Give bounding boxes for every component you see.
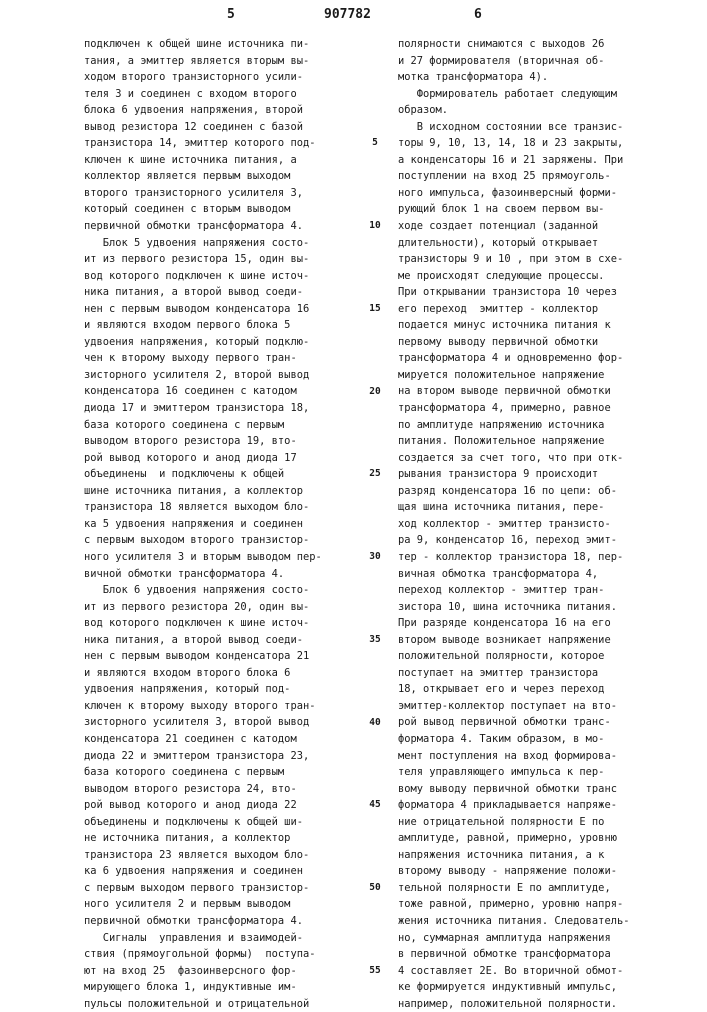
text-line: транзистора 14, эмиттер которого под-	[84, 135, 370, 152]
text-line: шине источника питания, а коллектор	[84, 483, 370, 500]
text-line: поступлении на вход 25 прямоуголь-	[398, 168, 693, 185]
text-line: Формирователь работает следующим	[398, 86, 693, 103]
text-line: ра 9, конденсатор 16, переход эмит-	[398, 532, 693, 549]
text-line: его переход эмиттер - коллектор	[398, 301, 693, 318]
text-line: конденсатора 16 соединен с катодом	[84, 383, 370, 400]
text-line: конденсатора 21 соединен с катодом	[84, 731, 370, 748]
text-line: блока 6 удвоения напряжения, второй	[84, 102, 370, 119]
text-line: втором выводе возникает напряжение	[398, 632, 693, 649]
text-line: удвоения напряжения, который подклю-	[84, 334, 370, 351]
text-line: переход коллектор - эмиттер тран-	[398, 582, 693, 599]
left-page-number: 5	[227, 7, 235, 22]
text-line: форматора 4. Таким образом, в мо-	[398, 731, 693, 748]
text-line: жения источника питания. Следователь-	[398, 913, 693, 930]
text-line: При открывании транзистора 10 через	[398, 284, 693, 301]
text-line: пульсы положительной и отрицательной	[84, 996, 370, 1012]
right-text-column	[398, 36, 693, 1012]
text-line: Блок 5 удвоения напряжения состо-	[84, 235, 370, 252]
text-line: подключен к общей шине источника пи-	[84, 36, 370, 53]
line-number: 25	[363, 468, 387, 479]
text-line: ка 5 удвоения напряжения и соединен	[84, 516, 370, 533]
text-line: база которого соединена с первым	[84, 764, 370, 781]
text-line: тоже равной, примерно, уровню напря-	[398, 896, 693, 913]
text-line: При разряде конденсатора 16 на его	[398, 615, 693, 632]
text-line: щая шина источника питания, пере-	[398, 499, 693, 516]
line-number: 45	[363, 799, 387, 810]
text-line: второго транзисторного усилителя 3,	[84, 185, 370, 202]
text-line: транзистора 23 является выходом бло-	[84, 847, 370, 864]
text-line: коллектор является первым выходом	[84, 168, 370, 185]
text-line: а конденсаторы 16 и 21 заряжены. При	[398, 152, 693, 169]
text-line: объединены и подключены к общей ши-	[84, 814, 370, 831]
text-line: первому выводу первичной обмотки	[398, 334, 693, 351]
text-line: теля управляющего импульса к пер-	[398, 764, 693, 781]
text-line: рой вывод которого и анод диода 17	[84, 450, 370, 467]
text-line: транзистора 18 является выходом бло-	[84, 499, 370, 516]
text-line: мент поступления на вход формирова-	[398, 748, 693, 765]
text-line: ника питания, а второй вывод соеди-	[84, 632, 370, 649]
text-line: В исходном состоянии все транзис-	[398, 119, 693, 136]
text-line: тельной полярности E по амплитуде,	[398, 880, 693, 897]
text-line: напряжения источника питания, а к	[398, 847, 693, 864]
text-line: ние отрицательной полярности E по	[398, 814, 693, 831]
text-line: но, суммарная амплитуда напряжения	[398, 930, 693, 947]
line-number: 20	[363, 386, 387, 397]
text-line: не источника питания, а коллектор	[84, 830, 370, 847]
text-line: ит из первого резистора 20, один вы-	[84, 599, 370, 616]
text-line: первичной обмотки трансформатора 4.	[84, 218, 370, 235]
text-line: вому выводу первичной обмотки транс	[398, 781, 693, 798]
text-line: создается за счет того, что при отк-	[398, 450, 693, 467]
text-line: трансформатора 4, примерно, равное	[398, 400, 693, 417]
text-line: ходе создает потенциал (заданной	[398, 218, 693, 235]
text-line: выводом второго резистора 19, вто-	[84, 433, 370, 450]
text-line: ке формируется индуктивный импульс,	[398, 979, 693, 996]
text-line: удвоения напряжения, который под-	[84, 681, 370, 698]
text-line: и являются входом первого блока 5	[84, 317, 370, 334]
left-text-column	[84, 36, 370, 1012]
text-line: рой вывод которого и анод диода 22	[84, 797, 370, 814]
text-line: зисторного усилителя 3, второй вывод	[84, 714, 370, 731]
text-line: и являются входом второго блока 6	[84, 665, 370, 682]
text-line: рывания транзистора 9 происходит	[398, 466, 693, 483]
text-line: ка 6 удвоения напряжения и соединен	[84, 863, 370, 880]
text-line: с первым выходом второго транзистор-	[84, 532, 370, 549]
text-line: база которого соединена с первым	[84, 417, 370, 434]
text-line: длительности), который открывает	[398, 235, 693, 252]
right-page-number: 6	[474, 7, 482, 22]
text-line: и 27 формирователя (вторичная об-	[398, 53, 693, 70]
text-line: ход коллектор - эмиттер транзисто-	[398, 516, 693, 533]
line-number: 55	[363, 965, 387, 976]
line-number: 5	[363, 137, 387, 148]
text-line: ит из первого резистора 15, один вы-	[84, 251, 370, 268]
text-line: тер - коллектор транзистора 18, пер-	[398, 549, 693, 566]
line-number: 30	[363, 551, 387, 562]
text-line: вод которого подключен к шине источ-	[84, 615, 370, 632]
text-line: ствия (прямоугольной формы) поступа-	[84, 946, 370, 963]
text-line: мируется положительное напряжение	[398, 367, 693, 384]
text-line: в первичной обмотке трансформатора	[398, 946, 693, 963]
line-number: 10	[363, 220, 387, 231]
text-line: мотка трансформатора 4).	[398, 69, 693, 86]
text-line: Блок 6 удвоения напряжения состо-	[84, 582, 370, 599]
text-line: объединены и подключены к общей	[84, 466, 370, 483]
text-line: торы 9, 10, 13, 14, 18 и 23 закрыты,	[398, 135, 693, 152]
text-line: 18, открывает его и через переход	[398, 681, 693, 698]
text-line: образом.	[398, 102, 693, 119]
text-line: второму выводу - напряжение положи-	[398, 863, 693, 880]
text-line: нен с первым выводом конденсатора 21	[84, 648, 370, 665]
text-line: Сигналы управления и взаимодей-	[84, 930, 370, 947]
text-line: питания. Положительное напряжение	[398, 433, 693, 450]
text-line: например, положительной полярности.	[398, 996, 693, 1012]
text-line: трансформатора 4 и одновременно фор-	[398, 350, 693, 367]
text-line: диода 22 и эмиттером транзистора 23,	[84, 748, 370, 765]
text-line: выводом второго резистора 24, вто-	[84, 781, 370, 798]
text-line: нен с первым выводом конденсатора 16	[84, 301, 370, 318]
line-number: 35	[363, 634, 387, 645]
text-line: первичной обмотки трансформатора 4.	[84, 913, 370, 930]
text-line: по амплитуде напряжению источника	[398, 417, 693, 434]
text-line: положительной полярности, которое	[398, 648, 693, 665]
text-line: подается минус источника питания к	[398, 317, 693, 334]
text-line: разряд конденсатора 16 по цепи: об-	[398, 483, 693, 500]
text-line: амплитуде, равной, примерно, уровню	[398, 830, 693, 847]
text-line: ют на вход 25 фазоинверсного фор-	[84, 963, 370, 980]
text-line: на втором выводе первичной обмотки	[398, 383, 693, 400]
text-line: транзисторы 9 и 10 , при этом в схе-	[398, 251, 693, 268]
text-line: ного усилителя 3 и вторым выводом пер-	[84, 549, 370, 566]
text-line: тания, а эмиттер является вторым вы-	[84, 53, 370, 70]
text-line: с первым выходом первого транзистор-	[84, 880, 370, 897]
patent-number: 907782	[324, 7, 371, 22]
text-line: мирующего блока 1, индуктивные им-	[84, 979, 370, 996]
text-line: ного импульса, фазоинверсный форми-	[398, 185, 693, 202]
text-line: вывод резистора 12 соединен с базой	[84, 119, 370, 136]
text-line: чен к второму выходу первого тран-	[84, 350, 370, 367]
text-line: ходом второго транзисторного усили-	[84, 69, 370, 86]
text-line: теля 3 и соединен с входом второго	[84, 86, 370, 103]
text-line: ного усилителя 2 и первым выводом	[84, 896, 370, 913]
line-number: 15	[363, 303, 387, 314]
text-line: вод которого подключен к шине источ-	[84, 268, 370, 285]
text-line: зистора 10, шина источника питания.	[398, 599, 693, 616]
text-line: эмиттер-коллектор поступает на вто-	[398, 698, 693, 715]
line-number: 50	[363, 882, 387, 893]
text-line: полярности снимаются с выходов 26	[398, 36, 693, 53]
text-line: который соединен с вторым выводом	[84, 201, 370, 218]
text-line: вичной обмотки трансформатора 4.	[84, 566, 370, 583]
text-line: ключен к шине источника питания, а	[84, 152, 370, 169]
text-line: вичная обмотка трансформатора 4,	[398, 566, 693, 583]
text-line: диода 17 и эмиттером транзистора 18,	[84, 400, 370, 417]
line-number: 40	[363, 717, 387, 728]
text-line: рующий блок 1 на своем первом вы-	[398, 201, 693, 218]
text-line: ника питания, а второй вывод соеди-	[84, 284, 370, 301]
text-line: форматора 4 прикладывается напряже-	[398, 797, 693, 814]
text-line: ме происходят следующие процессы.	[398, 268, 693, 285]
text-line: ключен к второму выходу второго тран-	[84, 698, 370, 715]
text-line: поступает на эмиттер транзистора	[398, 665, 693, 682]
text-line: зисторного усилителя 2, второй вывод	[84, 367, 370, 384]
text-line: 4 составляет 2E. Во вторичной обмот-	[398, 963, 693, 980]
text-line: рой вывод первичной обмотки транс-	[398, 714, 693, 731]
